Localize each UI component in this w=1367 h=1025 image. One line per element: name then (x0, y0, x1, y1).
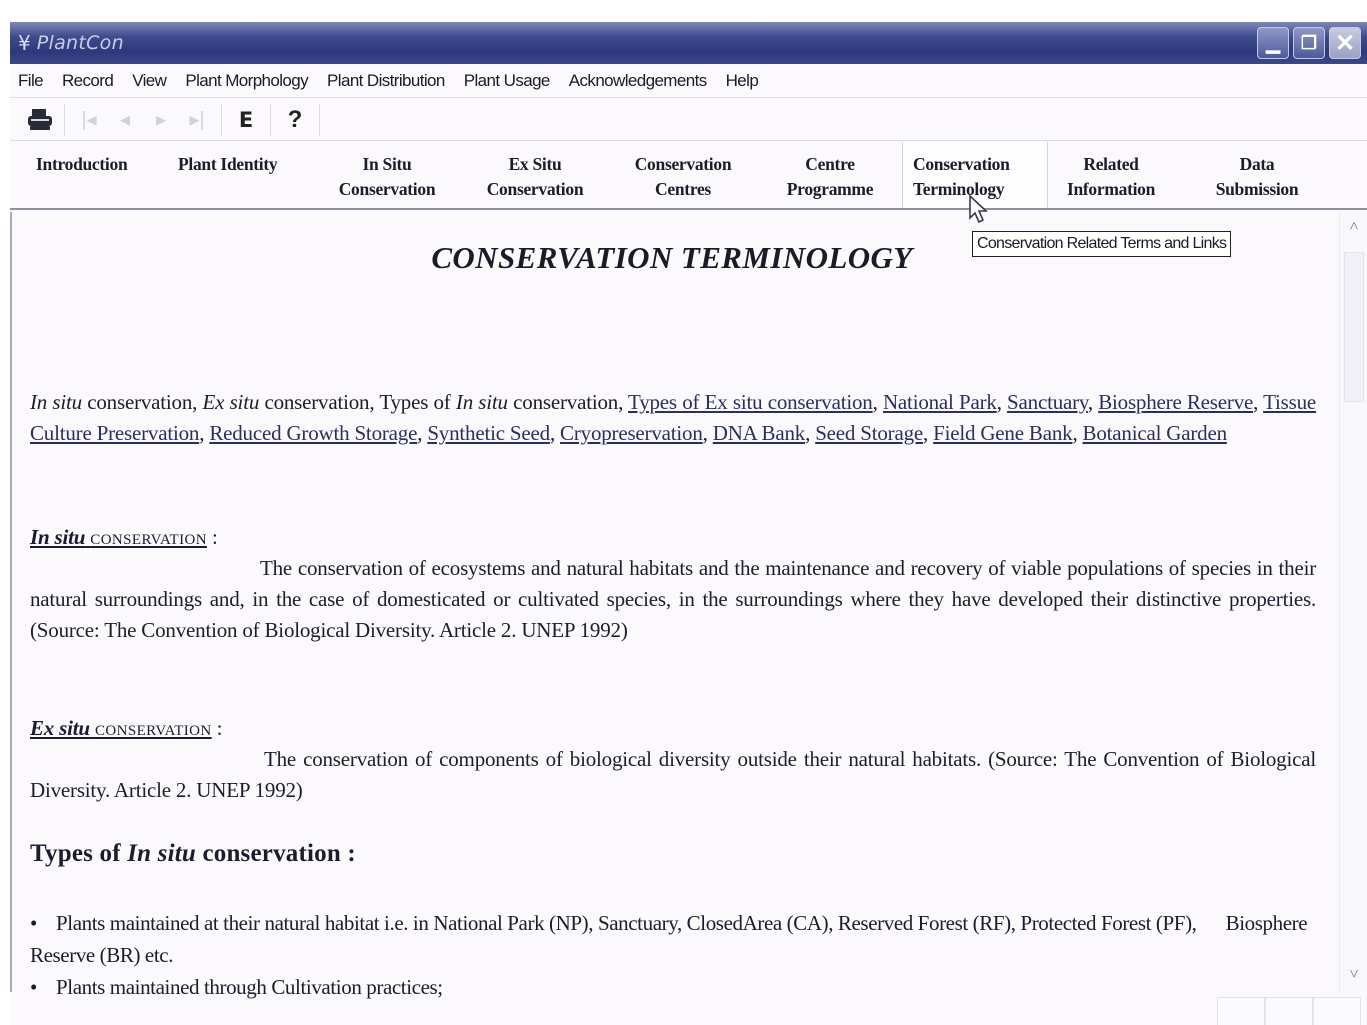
first-record-icon: |◂ (81, 109, 97, 131)
menu-file[interactable]: File (18, 70, 43, 90)
printer-icon (26, 108, 54, 132)
tab-conservation-centres[interactable] (608, 142, 758, 208)
term-italic: In situ (30, 525, 86, 549)
toolbar-separator (319, 104, 320, 136)
title-bar[interactable] (10, 22, 1367, 64)
toolbar-separator (270, 104, 271, 136)
menu-plant-distribution[interactable]: Plant Distribution (327, 70, 445, 90)
next-record-icon: ▸ (155, 109, 167, 131)
ex-situ-term (30, 716, 212, 740)
tab-plant-identity[interactable] (162, 142, 312, 208)
e-button[interactable] (228, 103, 264, 137)
tab-label: Introduction (36, 154, 128, 174)
previous-record-button[interactable] (107, 103, 143, 137)
tooltip: Conservation Related Terms and Links (972, 231, 1231, 257)
status-cell (1217, 997, 1265, 1025)
list-item (30, 971, 1316, 1003)
in-situ-text (30, 553, 1316, 646)
print-button[interactable] (22, 103, 58, 137)
definition-text: The conservation of ecosystems and natural habitats and the maintenance and recovery of viable populations of species in their natural surroundings and, in the case of domesticated or cultivated species, in the surroundings where they have developed their distinctive properties. (Source: The Convention of Biological Diversity. Article 2. UNEP 1992) (30, 556, 1316, 642)
content-pane (10, 212, 1367, 999)
link-cryopreservation[interactable]: Cryopreservation (560, 421, 703, 445)
plant-icon: ¥ (18, 31, 31, 55)
types-list (30, 907, 1316, 1003)
heading-text: Types of (30, 840, 128, 867)
last-record-button[interactable] (179, 103, 215, 137)
ex-situ-definition (30, 713, 1316, 806)
in-situ-heading (30, 522, 1316, 553)
tab-in-situ-conservation[interactable] (312, 142, 462, 208)
bullet: • (30, 975, 37, 999)
link-types-of-ex-situ[interactable]: Types of Ex situ conservation (628, 390, 873, 414)
terms-index: In situ conservation, Ex situ conservation, Types of In situ conservation, Types of Ex situ conservation, National Park, Sanctuary, Biosphere Reserve, Tissue Culture Preservation, Reduced Growth Storage, Synthetic Seed, Cryopreservation, DNA Bank, Seed Storage, Field Gene Bank, Botanical Garden (30, 390, 1316, 445)
link-dna-bank[interactable]: DNA Bank (712, 421, 806, 445)
tab-label-line1: Conservation (913, 154, 1010, 174)
tab-label-line1: Data (1239, 154, 1275, 174)
scroll-thumb[interactable] (1344, 252, 1364, 402)
tab-introduction[interactable] (10, 142, 162, 208)
toolbar-separator (64, 104, 65, 136)
link-botanical-garden[interactable]: Botanical Garden (1082, 421, 1227, 445)
tab-label-line2: Conservation (486, 179, 584, 199)
index-text: conservation, Types of (259, 390, 456, 414)
tab-label-line2: Terminology (913, 179, 1005, 199)
tab-label-line2: Centres (655, 179, 711, 199)
toolbar-separator (221, 104, 222, 136)
mouse-cursor-icon (968, 194, 990, 224)
link-tissue-culture-preservation[interactable]: Tissue Culture Preservation (30, 390, 1316, 445)
menu-acknowledgements[interactable]: Acknowledgements (568, 70, 707, 90)
toolbar (10, 99, 1367, 141)
types-heading (30, 840, 356, 868)
definition-text: The conservation of components of biological diversity outside their natural habitats. (Source: The Convention of Biological Diversity. Article 2. UNEP 1992) (30, 747, 1316, 802)
first-record-button[interactable] (71, 103, 107, 137)
in-situ-term (30, 525, 207, 549)
next-record-button[interactable] (143, 103, 179, 137)
menu-record[interactable]: Record (62, 70, 114, 90)
tab-label-line1: Related (1083, 154, 1139, 174)
menu-bar (10, 64, 1367, 98)
close-icon: ✕ (1334, 29, 1356, 57)
status-cell (1265, 997, 1313, 1025)
tab-label-line2: Conservation (338, 179, 436, 199)
term-italic: Ex situ (30, 716, 90, 740)
minimize-button[interactable] (1257, 27, 1289, 59)
last-record-icon: ▸| (189, 109, 205, 131)
scroll-down-button[interactable] (1340, 962, 1367, 988)
chevron-down-icon: ˅ (1349, 966, 1359, 983)
tab-label-line1: Ex Situ (508, 154, 562, 174)
help-button[interactable] (277, 103, 313, 137)
menu-help[interactable]: Help (725, 70, 759, 90)
status-cell (1313, 997, 1361, 1025)
list-item-text: Plants maintained through Cultivation practices; (56, 975, 443, 999)
index-text: In situ (30, 390, 82, 414)
tab-label-line2: Programme (786, 179, 874, 199)
vertical-scrollbar[interactable] (1339, 212, 1367, 992)
colon: : (211, 716, 223, 740)
colon: : (206, 525, 218, 549)
window-title: PlantCon (36, 32, 124, 54)
menu-plant-usage[interactable]: Plant Usage (463, 70, 550, 90)
term-rest: conservation (94, 716, 212, 740)
link-national-park[interactable]: National Park (882, 390, 997, 414)
index-text: conservation, (81, 390, 203, 414)
scroll-up-button[interactable] (1340, 214, 1367, 240)
link-reduced-growth-storage[interactable]: Reduced Growth Storage (209, 421, 418, 445)
help-icon: ? (287, 105, 303, 133)
heading-italic: In situ (127, 840, 196, 867)
menu-plant-morphology[interactable]: Plant Morphology (185, 70, 309, 90)
index-text: conservation, (507, 390, 629, 414)
tab-data-submission[interactable] (1174, 142, 1340, 208)
restore-button[interactable] (1293, 27, 1325, 59)
close-button[interactable] (1329, 27, 1361, 59)
tab-label-line1: Centre (805, 154, 855, 174)
index-text: In situ (455, 390, 508, 414)
index-text: Ex situ (202, 390, 260, 414)
page-title: CONSERVATION TERMINOLOGY (431, 240, 913, 275)
tab-label-line1: Conservation (634, 154, 732, 174)
ex-situ-heading (30, 713, 1316, 744)
link-biosphere-reserve[interactable]: Biosphere Reserve (1098, 390, 1254, 414)
ex-situ-text (30, 744, 1316, 806)
plantcon-window (10, 22, 1367, 1025)
link-seed-storage[interactable]: Seed Storage (815, 421, 924, 445)
e-label: E (238, 107, 254, 132)
link-sanctuary[interactable]: Sanctuary (1007, 390, 1088, 414)
tab-centre-programme[interactable] (758, 142, 902, 208)
status-bar (1217, 997, 1361, 1025)
minimize-icon: ▁ (1266, 32, 1280, 53)
tab-label-line1: In Situ (362, 154, 412, 174)
tab-related-information[interactable] (1048, 142, 1174, 208)
bullet: • (30, 911, 37, 935)
link-field-gene-bank[interactable]: Field Gene Bank (933, 421, 1073, 445)
tab-label-line2: Submission (1215, 179, 1299, 199)
tab-label: Plant Identity (178, 154, 278, 174)
window-controls (1257, 27, 1361, 59)
term-rest: conservation (90, 525, 207, 549)
restore-icon: ❐ (1300, 32, 1318, 53)
in-situ-definition (30, 522, 1316, 646)
list-item (30, 907, 1316, 971)
link-synthetic-seed[interactable]: Synthetic Seed (427, 421, 550, 445)
chevron-up-icon: ˄ (1349, 218, 1359, 235)
list-item-text: Plants maintained at their natural habitat i.e. in National Park (NP), Sanctuary, ClosedArea (CA), Reserved Forest (RF), Protected Forest (PF), Biosphere Reserve (BR) etc. (30, 911, 1313, 967)
menu-view[interactable]: View (132, 70, 167, 90)
tab-ex-situ-conservation[interactable] (462, 142, 608, 208)
tab-label-line2: Information (1066, 179, 1156, 199)
section-tabs (10, 142, 1367, 210)
heading-text: conservation : (196, 840, 356, 867)
previous-record-icon: ◂ (119, 109, 131, 131)
